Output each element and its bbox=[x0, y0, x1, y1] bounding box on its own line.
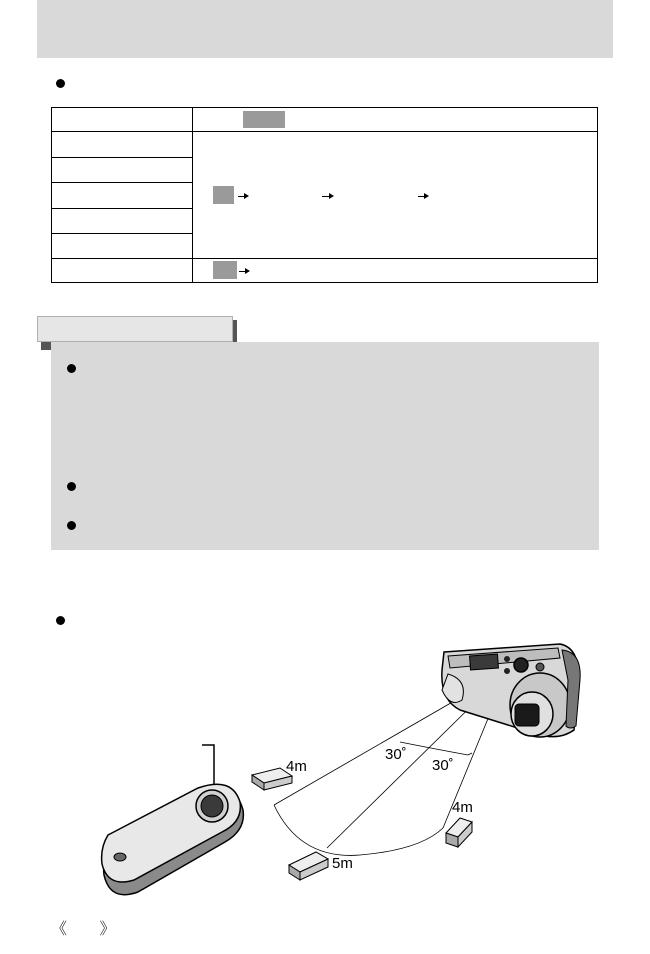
table-row-line bbox=[52, 182, 192, 183]
right-distance-label: 4m bbox=[452, 799, 473, 816]
mode-table bbox=[51, 107, 598, 283]
arrow-icon bbox=[322, 196, 329, 197]
table-row-line bbox=[52, 233, 192, 234]
remote-range-figure bbox=[0, 630, 650, 900]
range-marker-block bbox=[289, 852, 328, 880]
camera-icon bbox=[442, 644, 580, 737]
mode-key-box bbox=[243, 111, 285, 128]
mode-key-box bbox=[213, 186, 234, 204]
remote-control-icon bbox=[102, 784, 244, 894]
arrow-icon bbox=[329, 193, 334, 199]
mode-key-box bbox=[213, 261, 237, 279]
left-angle-label: 30˚ bbox=[385, 746, 407, 763]
bullet-marker bbox=[67, 521, 76, 530]
center-distance-label: 5m bbox=[332, 855, 353, 872]
table-row-line bbox=[52, 131, 597, 132]
bullet-marker bbox=[67, 364, 76, 373]
arrow-icon bbox=[424, 193, 429, 199]
caution-box bbox=[51, 342, 599, 550]
table-row-line bbox=[52, 258, 597, 259]
bullet-marker bbox=[67, 482, 76, 491]
header-band bbox=[37, 0, 613, 58]
arrow-icon bbox=[244, 193, 249, 199]
table-row-line bbox=[52, 157, 192, 158]
bullet-marker bbox=[56, 79, 65, 88]
right-angle-label: 30˚ bbox=[432, 757, 454, 774]
range-marker-block bbox=[446, 818, 472, 847]
table-row-line bbox=[52, 208, 192, 209]
caution-tab bbox=[37, 316, 233, 342]
page-number-brackets: 《 》 bbox=[51, 921, 130, 938]
arrow-icon bbox=[245, 268, 250, 274]
table-column-separator bbox=[192, 108, 193, 282]
left-distance-label: 4m bbox=[286, 758, 307, 775]
bullet-marker bbox=[56, 616, 65, 625]
